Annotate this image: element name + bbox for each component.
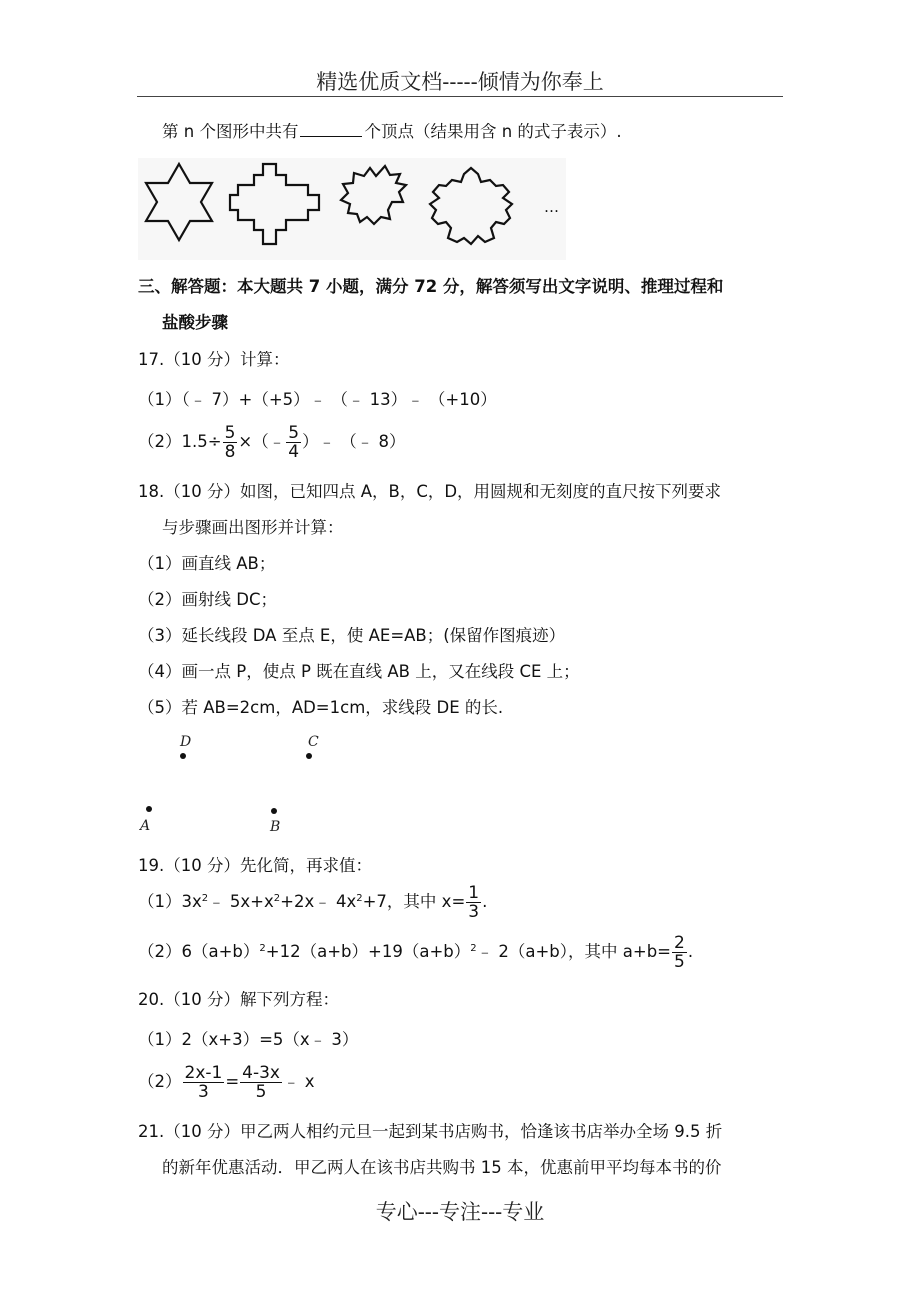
q19-p1-a: （1）3x xyxy=(138,892,202,911)
fraction-5-8 xyxy=(223,424,238,461)
point-d xyxy=(180,753,186,759)
frac-den: 5 xyxy=(674,952,685,972)
point-label-b: B xyxy=(270,819,281,835)
q17-p2-b: ×（﹣ xyxy=(238,432,286,451)
page-footer: 专心---专注---专业 xyxy=(375,1200,545,1224)
q18-step-2: （2）画射线 DC； xyxy=(138,590,277,609)
q18-step-3: （3）延长线段 DA 至点 E，使 AE=AB；(保留作图痕迹） xyxy=(138,626,566,645)
q17-part-2 xyxy=(138,424,406,461)
q17-p2-a: （2）1.5÷ xyxy=(138,432,222,451)
q16-tail xyxy=(162,120,622,143)
q19-p2-c: ﹣ 2（a+b），其中 a+b= xyxy=(476,942,672,961)
frac-num: 2 xyxy=(674,933,685,953)
fraction-1-3 xyxy=(466,884,481,921)
page-header: 精选优质文档-----倾情为你奉上 xyxy=(316,70,604,94)
frac-den: 3 xyxy=(198,1082,209,1102)
q17-title: 17.（10 分）计算： xyxy=(138,350,290,369)
q20-title: 20.（10 分）解下列方程： xyxy=(138,990,339,1009)
frac-num: 5 xyxy=(288,423,300,443)
frac-num: 5 xyxy=(224,423,236,443)
exponent: 2 xyxy=(201,893,209,904)
figure-3-koch xyxy=(341,166,406,224)
figure-1-star xyxy=(146,164,212,240)
q21-line-1: 21.（10 分）甲乙两人相约元旦一起到某书店购书，恰逢该书店举办全场 9.5 折 xyxy=(138,1122,723,1141)
frac-num: 4-3x xyxy=(242,1063,280,1083)
figures-svg xyxy=(138,158,566,260)
frac-den: 5 xyxy=(255,1082,267,1102)
q18-step-4: （4）画一点 P，使点 P 既在直线 AB 上，又在线段 CE 上； xyxy=(138,662,580,681)
q21-line-2: 的新年优惠活动．甲乙两人在该书店共购书 15 本，优惠前甲平均每本书的价 xyxy=(162,1158,722,1177)
q20-part-2 xyxy=(138,1064,315,1101)
header-rule xyxy=(137,96,783,97)
section-3-heading: 三、解答题：本大题共 7 小题，满分 72 分，解答须写出文字说明、推理过程和 xyxy=(138,277,724,296)
frac-num: 2x-1 xyxy=(184,1063,223,1083)
point-label-c: C xyxy=(308,734,319,750)
frac-den: 3 xyxy=(468,902,480,922)
q19-part-2 xyxy=(138,934,693,971)
q20-p2-end: ﹣ x xyxy=(282,1072,315,1091)
figure-4-snowflake xyxy=(430,168,512,244)
snowflake-figures xyxy=(138,158,566,260)
frac-den: 8 xyxy=(224,442,236,462)
q17-part-1: （1）（﹣ 7）+（+5）﹣ （﹣ 13）﹣ （+10） xyxy=(138,390,497,409)
figure-2-cross xyxy=(230,164,319,244)
q19-title: 19.（10 分）先化简，再求值： xyxy=(138,856,372,875)
frac-num: 1 xyxy=(468,883,480,903)
q17-p2-c: ）﹣ （﹣ 8） xyxy=(302,432,406,451)
exponent: 2 xyxy=(470,943,477,954)
figures-ellipsis: … xyxy=(544,198,559,216)
q18-title-cont: 与步骤画出图形并计算： xyxy=(162,518,344,537)
q19-p2-a: （2）6（a+b） xyxy=(138,942,260,961)
q18-title: 18.（10 分）如图，已知四点 A，B，C，D，用圆规和无刻度的直尺按下列要求 xyxy=(138,482,722,501)
q19-p1-end: . xyxy=(482,892,488,911)
section-3-heading-cont: 盐酸步骤 xyxy=(162,313,228,332)
q19-part-1 xyxy=(138,884,487,921)
q19-p1-d: +7，其中 x= xyxy=(362,892,466,911)
exponent: 2 xyxy=(273,893,281,904)
q18-step-5: （5）若 AB=2cm，AD=1cm，求线段 DE 的长. xyxy=(138,698,504,717)
fraction-2x-1-over-3 xyxy=(183,1064,225,1101)
frac-den: 4 xyxy=(288,442,300,462)
point-c xyxy=(306,753,312,759)
point-label-d: D xyxy=(180,734,192,750)
q19-p2-end: . xyxy=(687,942,694,961)
q20-equals: = xyxy=(225,1072,240,1091)
q20-part-1: （1）2（x+3）=5（x﹣ 3） xyxy=(138,1030,359,1049)
q20-p2-a: （2） xyxy=(138,1072,182,1091)
exponent: 2 xyxy=(259,943,266,954)
answer-blank[interactable] xyxy=(300,120,362,137)
point-a xyxy=(146,806,152,812)
q19-p1-c: +2x﹣ 4x xyxy=(280,892,357,911)
q18-step-1: （1）画直线 AB； xyxy=(138,554,276,573)
fraction-2-5 xyxy=(672,934,687,971)
point-label-a: A xyxy=(140,818,151,834)
exponent: 2 xyxy=(356,893,363,904)
point-b xyxy=(271,808,277,814)
q16-text-before: 第 n 个图形中共有 xyxy=(162,122,299,141)
q16-text-after: 个顶点（结果用含 n 的式子表示）. xyxy=(364,122,622,141)
q19-p1-b: ﹣ 5x+x xyxy=(208,892,274,911)
fraction-5-4 xyxy=(286,424,301,461)
fraction-4-3x-over-5 xyxy=(240,1064,282,1101)
q19-p2-b: +12（a+b）+19（a+b） xyxy=(265,942,471,961)
